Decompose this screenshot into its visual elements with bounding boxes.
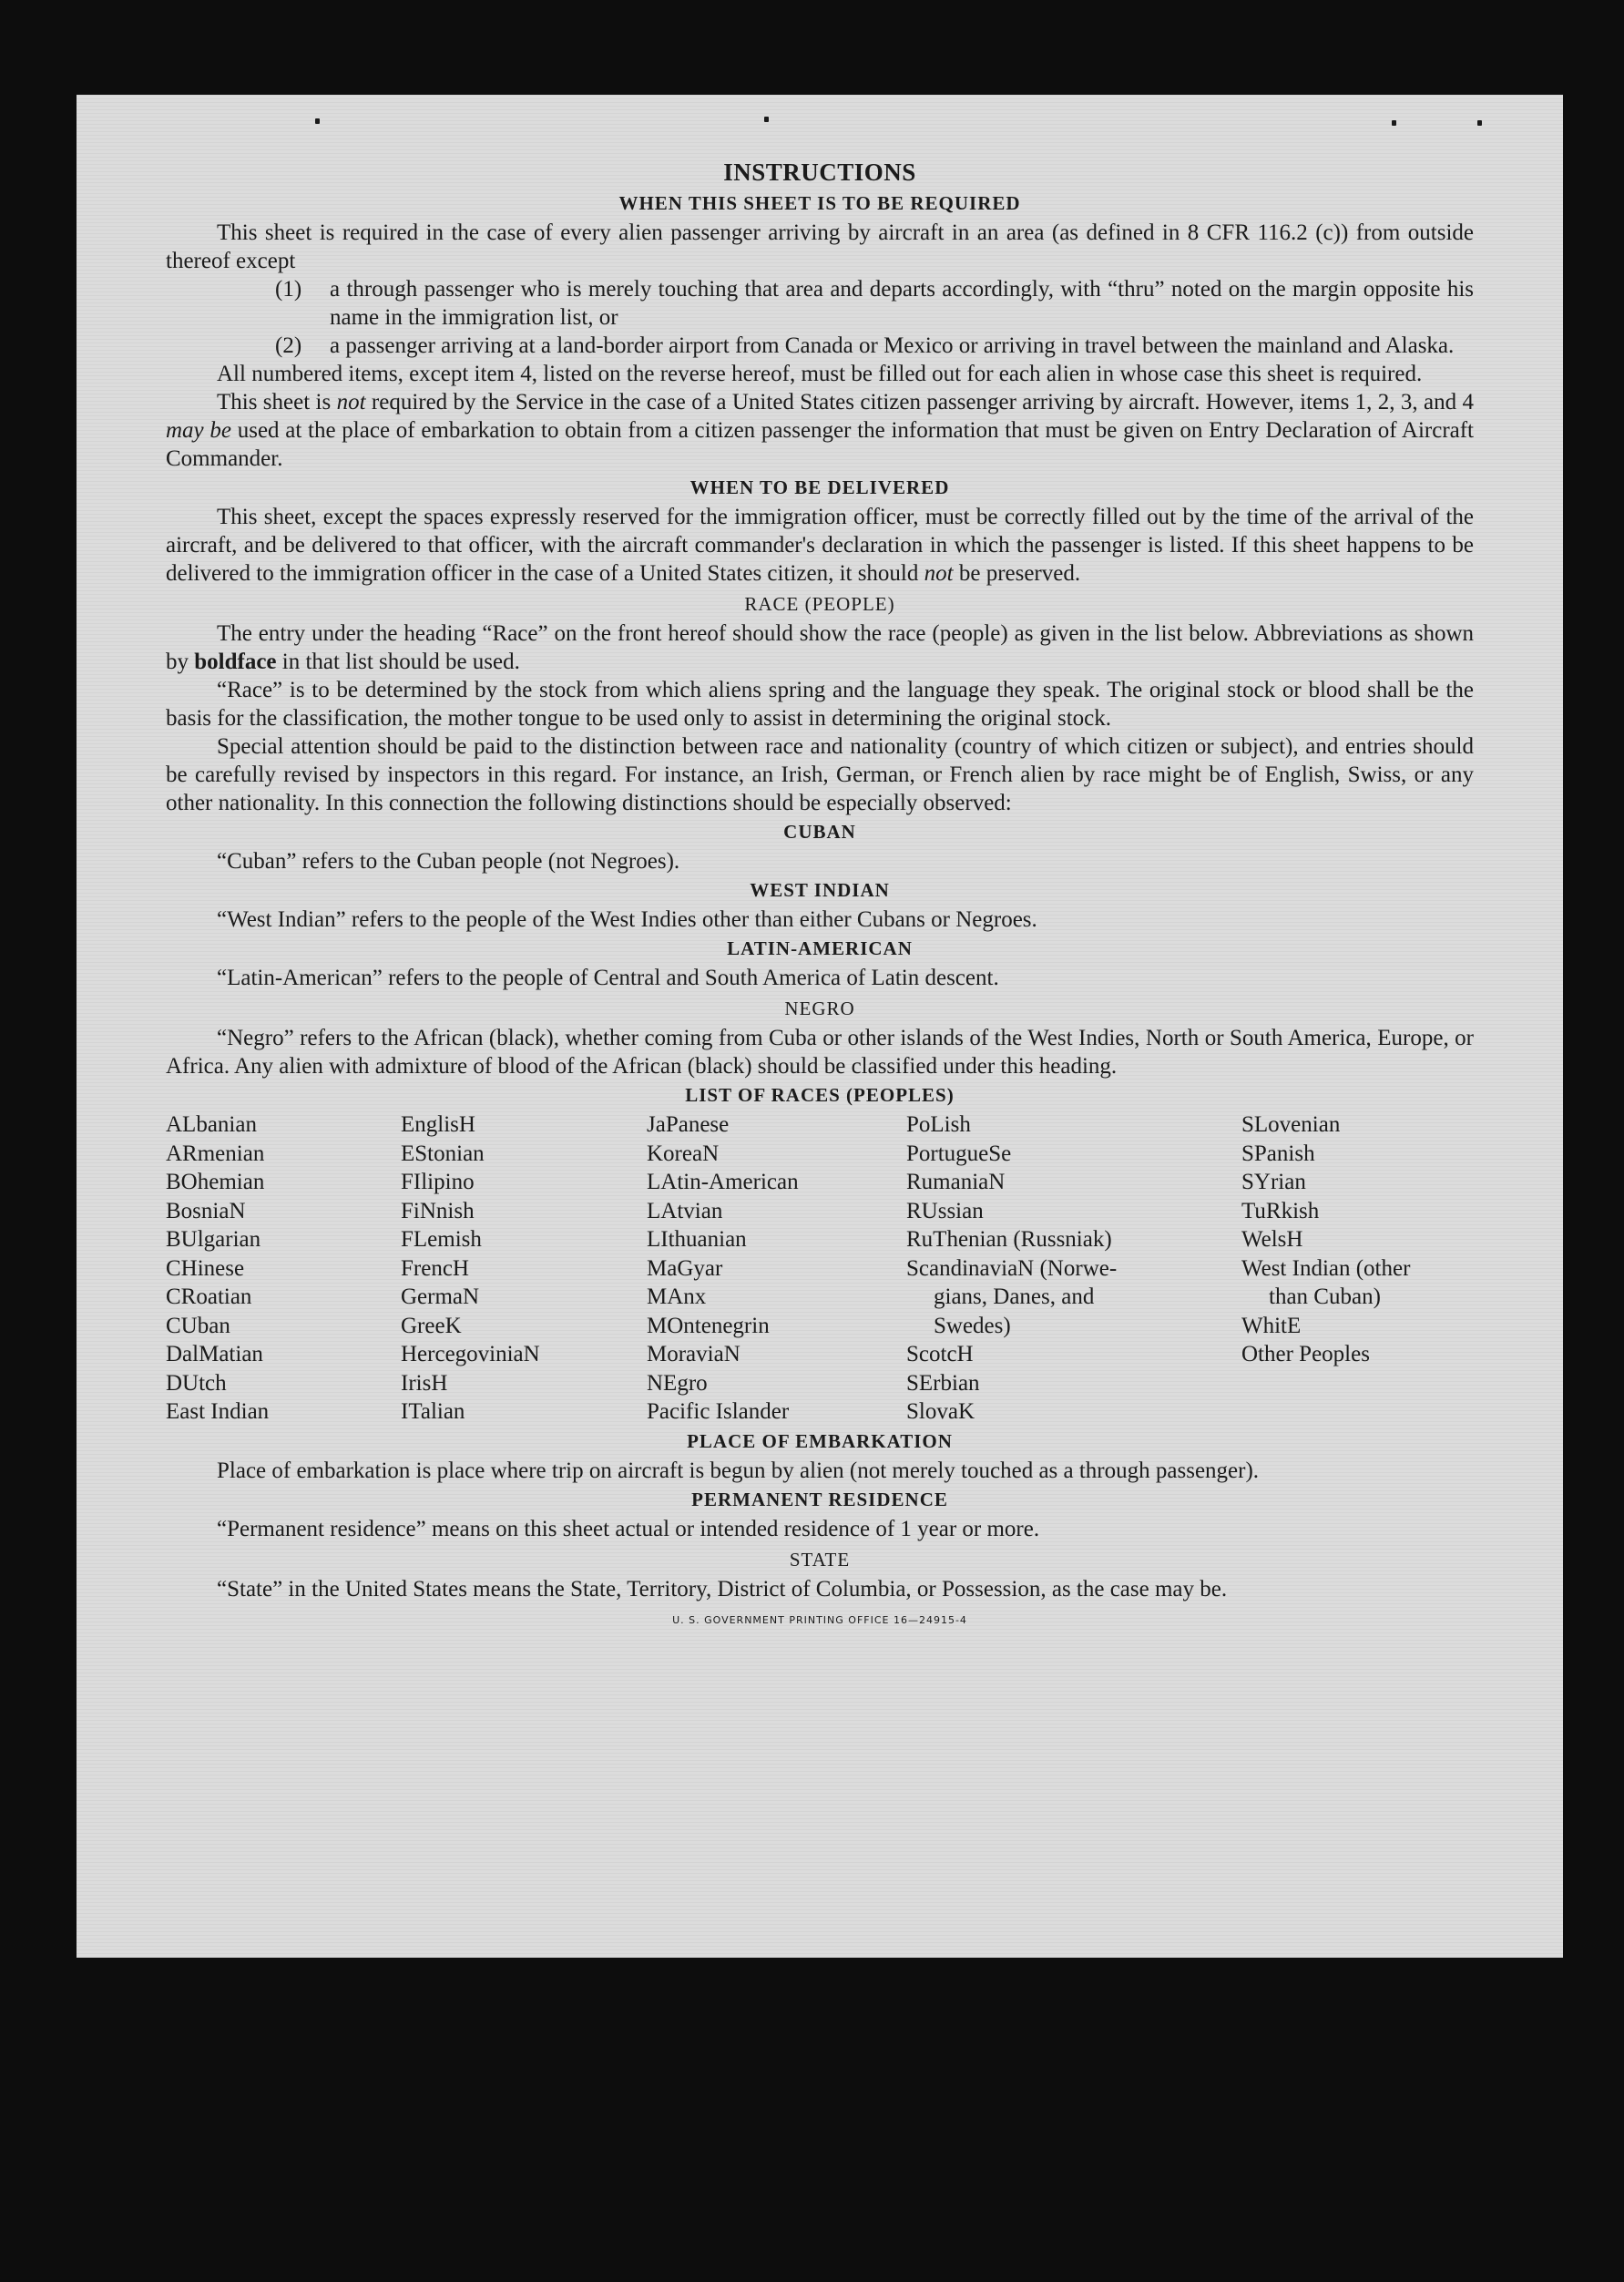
race-item: LIthuanian bbox=[647, 1227, 747, 1252]
list-item: (2) a passenger arriving at a land-border airport from Canada or Mexico or arriving in travel between the mainland and Alaska. bbox=[275, 333, 1455, 358]
race-item: ARmenian bbox=[166, 1141, 265, 1166]
section-heading-residence: PERMANENT RESIDENCE bbox=[691, 1488, 948, 1510]
race-item: ScandinaviaN (Norwe- bbox=[906, 1255, 1118, 1281]
race-item: EnglisH bbox=[401, 1112, 475, 1137]
race-item: ScotcH bbox=[906, 1342, 974, 1366]
race-item: DalMatian bbox=[166, 1342, 263, 1366]
paragraph: All numbered items, except item 4, listed on the reverse hereof, must be filled out for each alien in whose case this sheet is required. bbox=[217, 362, 1423, 386]
race-item: GreeK bbox=[401, 1313, 462, 1338]
race-item: Swedes) bbox=[934, 1313, 1011, 1338]
section-heading-state: STATE bbox=[789, 1548, 851, 1571]
race-item: MOntenegrin bbox=[647, 1313, 770, 1338]
race-item: HercegoviniaN bbox=[401, 1342, 540, 1366]
page-title: INSTRUCTIONS bbox=[723, 159, 916, 186]
race-item: West Indian (other bbox=[1241, 1255, 1411, 1281]
race-item: JaPanese bbox=[647, 1112, 730, 1137]
race-item: SPanish bbox=[1241, 1141, 1315, 1166]
races-column bbox=[1241, 1110, 1474, 1427]
paragraph: “Permanent residence” means on this sheet actual or intended residence of 1 year or more. bbox=[217, 1516, 1040, 1541]
race-item: ALbanian bbox=[166, 1112, 257, 1137]
race-item: CRoatian bbox=[166, 1284, 252, 1309]
race-item: MAnx bbox=[647, 1284, 707, 1309]
paragraph: “Race” is to be determined by the stock from which aliens spring and the language they speak. The original stock or blood shall be the basis for the classification, the mother tongue to be used only to assist in determining the original stock. bbox=[166, 678, 1474, 731]
race-item: WelsH bbox=[1241, 1227, 1303, 1252]
race-item: RuThenian (Russniak) bbox=[906, 1227, 1112, 1252]
paragraph: “Negro” refers to the African (black), whether coming from Cuba or other islands of the West Indies, North or South America, Europe, or Africa. Any alien with admixture of blood of the African (black) should be classified under this heading. bbox=[166, 1026, 1474, 1079]
race-item: gians, Danes, and bbox=[934, 1284, 1095, 1309]
paragraph: This sheet, except the spaces expressly reserved for the immigration officer, must be correctly filled out by the time of the arrival of the aircraft, and be delivered to that officer, with the aircraft commander's declaration in which the passenger is listed. If this sheet happens to be delivered to the immigration officer in the case of a United States citizen, it should not be preserved. bbox=[166, 505, 1474, 586]
instruction-sheet bbox=[77, 95, 1563, 1958]
race-item: BUlgarian bbox=[166, 1227, 261, 1252]
race-item: FIlipino bbox=[401, 1170, 475, 1194]
section-heading-west-indian: WEST INDIAN bbox=[750, 879, 890, 901]
punch-mark bbox=[1392, 120, 1396, 126]
race-item: Pacific Islander bbox=[647, 1399, 790, 1424]
race-item: PortugueSe bbox=[906, 1141, 1012, 1166]
section-heading-embarkation: PLACE OF EMBARKATION bbox=[687, 1429, 953, 1452]
race-item: FrencH bbox=[401, 1255, 469, 1281]
printer-footer: U. S. GOVERNMENT PRINTING OFFICE 16—24915-4 bbox=[672, 1613, 967, 1626]
races-list bbox=[166, 1110, 1474, 1427]
paragraph: This sheet is not required by the Service in the case of a United States citizen passenger arriving by aircraft. However, items 1, 2, 3, and 4 may be used at the place of embarkation to obtain from a citizen passenger the information that must be given on Entry Declaration of Aircraft Commander. bbox=[166, 390, 1475, 471]
race-item: SYrian bbox=[1241, 1170, 1306, 1194]
paragraph: Special attention should be paid to the distinction between race and nationality (country of which citizen or subject), and entries should be carefully revised by inspectors in this regard. For instance, an Irish, German, or French alien by race might be of English, Swiss, or any other nationality. In this connection the following distinctions should be especially observed: bbox=[166, 734, 1474, 815]
list-item: (1) a through passenger who is merely touching that area and departs accordingly, with “thru” noted on the margin opposite his name in the immigration list, or bbox=[275, 277, 1474, 330]
race-item: SLovenian bbox=[1241, 1112, 1341, 1137]
race-item: FLemish bbox=[401, 1227, 482, 1252]
races-column bbox=[166, 1110, 401, 1427]
race-item: PoLish bbox=[906, 1112, 971, 1137]
race-item: MaGyar bbox=[647, 1255, 723, 1281]
section-heading-negro: NEGRO bbox=[784, 998, 855, 1019]
section-heading-cuban: CUBAN bbox=[783, 821, 856, 843]
paragraph: “State” in the United States means the State, Territory, District of Columbia, or Possession, as the case may be. bbox=[217, 1576, 1228, 1601]
race-item: SlovaK bbox=[906, 1399, 975, 1424]
paragraph: “Cuban” refers to the Cuban people (not Negroes). bbox=[217, 849, 680, 874]
section-heading-latin-american: LATIN-AMERICAN bbox=[727, 937, 913, 959]
race-item: IrisH bbox=[401, 1370, 448, 1396]
punch-mark bbox=[315, 118, 320, 124]
race-item: DUtch bbox=[166, 1370, 227, 1396]
race-item: BosniaN bbox=[166, 1198, 246, 1223]
paragraph: “Latin-American” refers to the people of Central and South America of Latin descent. bbox=[217, 966, 999, 990]
race-item: EStonian bbox=[401, 1141, 485, 1166]
race-item: MoraviaN bbox=[647, 1342, 741, 1366]
race-item: Other Peoples bbox=[1241, 1342, 1370, 1366]
paragraph: This sheet is required in the case of every alien passenger arriving by aircraft in an area (as defined in 8 CFR 116.2 (c)) from outside thereof except bbox=[166, 220, 1474, 273]
paragraph: The entry under the heading “Race” on the front hereof should show the race (people) as given in the list below. Abbreviations as shown by boldface in that list should be used. bbox=[166, 621, 1474, 674]
race-item: East Indian bbox=[166, 1399, 270, 1424]
race-item: KoreaN bbox=[647, 1141, 720, 1166]
race-item: than Cuban) bbox=[1269, 1284, 1381, 1309]
race-item: FiNnish bbox=[401, 1198, 475, 1223]
race-item: LAtvian bbox=[647, 1198, 723, 1223]
section-heading-race: RACE (PEOPLE) bbox=[744, 593, 895, 615]
race-item: NEgro bbox=[647, 1370, 708, 1396]
race-item: BOhemian bbox=[166, 1170, 265, 1194]
race-item: SErbian bbox=[906, 1370, 980, 1396]
race-item: LAtin-American bbox=[647, 1170, 799, 1194]
races-column bbox=[906, 1110, 1241, 1427]
race-item: ITalian bbox=[401, 1399, 465, 1424]
paragraph: Place of embarkation is place where trip on aircraft is begun by alien (not merely touched as a through passenger). bbox=[217, 1458, 1260, 1483]
race-item: TuRkish bbox=[1241, 1198, 1320, 1223]
punch-mark bbox=[1477, 120, 1482, 126]
paragraph: “West Indian” refers to the people of the West Indies other than either Cubans or Negroes. bbox=[217, 907, 1037, 932]
race-item: CHinese bbox=[166, 1255, 245, 1281]
race-item: CUban bbox=[166, 1313, 230, 1338]
races-column bbox=[401, 1110, 647, 1427]
section-heading-races-list: LIST OF RACES (PEOPLES) bbox=[685, 1084, 955, 1106]
race-item: WhitE bbox=[1241, 1313, 1302, 1338]
punch-mark bbox=[764, 117, 769, 122]
races-column bbox=[647, 1110, 906, 1427]
race-item: GermaN bbox=[401, 1284, 480, 1309]
section-heading-when-required: WHEN THIS SHEET IS TO BE REQUIRED bbox=[618, 192, 1021, 214]
section-heading-when-delivered: WHEN TO BE DELIVERED bbox=[689, 476, 950, 498]
race-item: RUssian bbox=[906, 1198, 984, 1223]
race-item: RumaniaN bbox=[906, 1170, 1006, 1194]
